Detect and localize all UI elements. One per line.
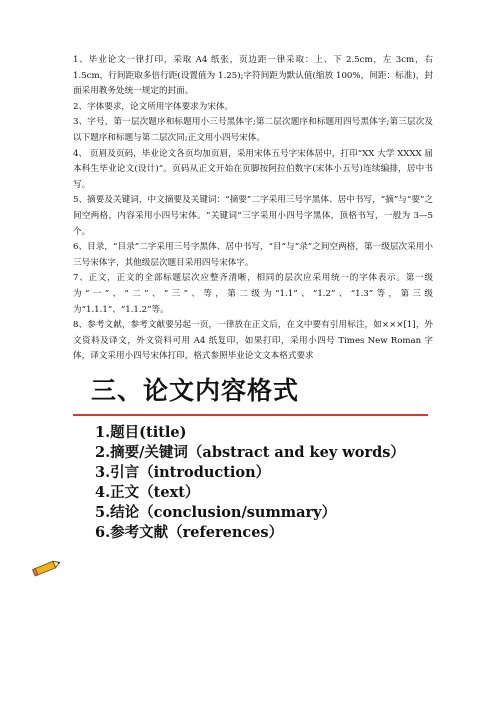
slide-divider (73, 414, 428, 416)
list-item: 5.结论（conclusion/summary） (95, 504, 337, 521)
document-body (73, 53, 433, 365)
pencil-icon (30, 558, 64, 578)
paragraph-2: 2、字体要求，论文所用字体要求为宋体。 (73, 101, 234, 112)
slide-image (73, 353, 428, 583)
slide-list (95, 423, 420, 543)
list-item: 6.参考文献（references） (95, 524, 284, 541)
list-item: 1.题目(title) (95, 424, 187, 441)
paragraph-1: 1、毕业论文一律打印，采取 A4 纸张，页边距一律采取：上、下 2.5cm，左 3cm，右 1.5cm，行间距取多倍行距(设置值为 1.25);字符间距为默认值(缩放 100%，间距：标准)，封面采用教务处统一规定的封面。 (73, 55, 433, 97)
list-item: 4.正文（text） (95, 484, 200, 501)
paragraph-8: 8、参考文献，参考文献要另起一页，一律放在正文后，在文中要有引用标注，如×××[1]，外文资料及译文，外文资料可用 A4 纸复印，如果打印，采用小四号 Times New Roman 字体，译文采用小四号宋体打印，格式参照毕业论文文本格式要求 (73, 320, 433, 362)
paragraph-3: 3、字号，第一层次题序和标题用小三号黑体字;第二层次题序和标题用四号黑体字;第三层次及以下题序和标题与第二层次同;正文用小四号宋体。 (73, 117, 433, 143)
list-item: 3.引言（introduction） (95, 464, 271, 481)
slide-title: 三、论文内容格式 (91, 376, 300, 405)
paragraph-5: 5、摘要及关键词，中文摘要及关键词：“摘要”二字采用三号字黑体、居中书写，“摘”与“要”之间空两格，内容采用小四号宋体。“关键词”三字采用小四号字黑体，顶格书写，一般为 3—5 个。 (73, 195, 433, 237)
paragraph-7: 7、正文，正文的全部标题层次应整齐清晰，相同的层次应采用统一的字体表示。第一级为“一”、“二”、“三”、等，第二级为“1.1”、“1.2”、“1.3”等，第三级为“1.1.1”、“1.1.2”等。 (73, 273, 433, 315)
list-item: 2.摘要/关键词（abstract and key words） (95, 444, 405, 461)
paragraph-6: 6、目录，“目录”二字采用三号字黑体、居中书写，“目”与“录”之间空两格，第一级层次采用小三号宋体字，其他级层次题目采用四号宋体字。 (73, 242, 433, 268)
paragraph-4: 4、 页眉及页码，毕业论文各页均加页眉，采用宋体五号字宋体居中，打印“XX 大学 XXXX 届本科生毕业论文(设计)”。页码从正文开始在页脚按阿拉伯数字(宋体小五号)连续编排，居中书写。 (73, 148, 433, 190)
